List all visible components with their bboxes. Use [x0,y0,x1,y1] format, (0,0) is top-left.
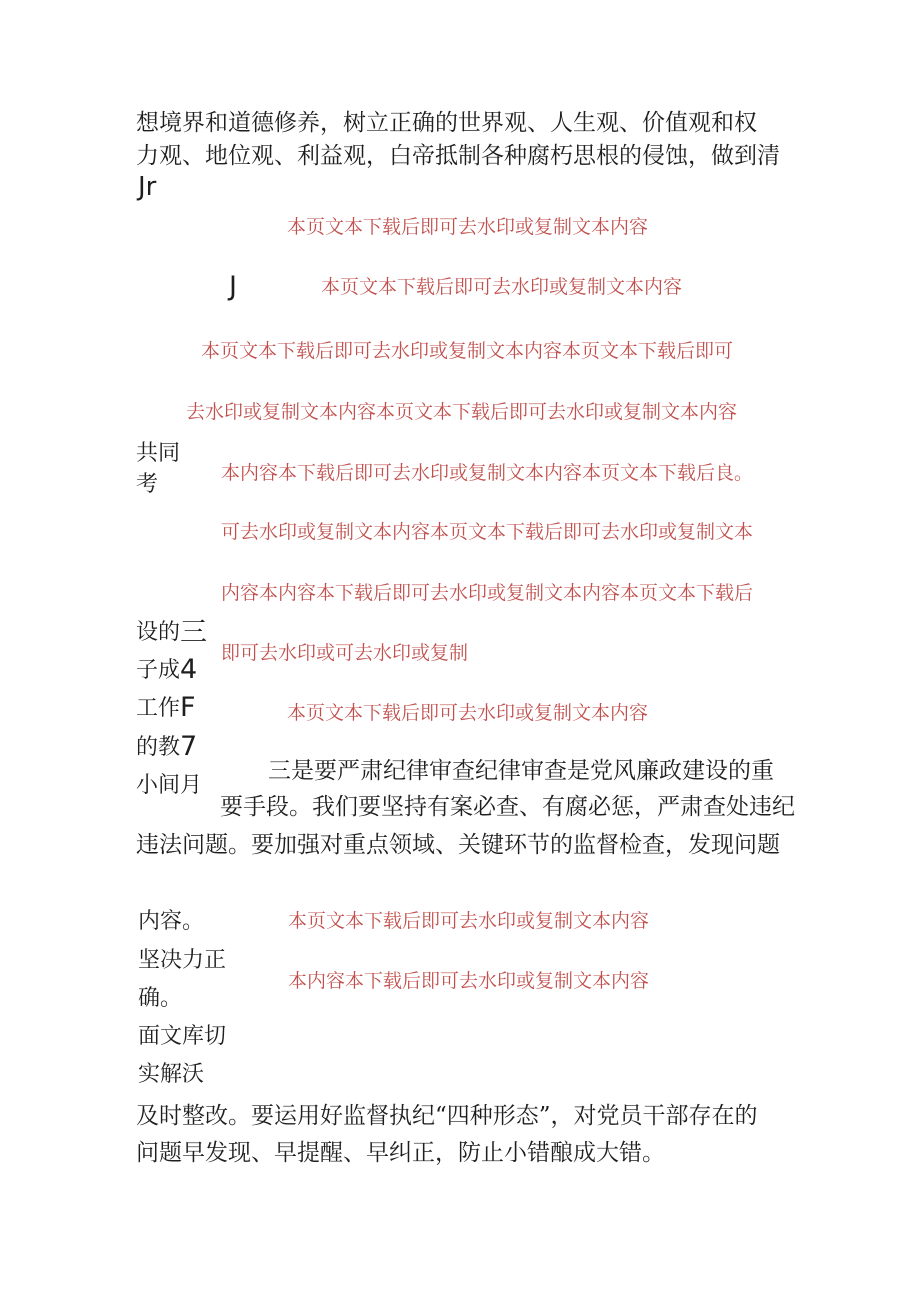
stray-mark: Jr [138,172,157,202]
watermark-text: 即可去水印或可去水印或复制 [221,642,469,664]
watermark-text: 本页文本下载后即可去水印或复制文本内容 [287,216,649,238]
watermark-text: 去水印或复制文本内容本页文本下载后即可去水印或复制文本内容 [186,401,738,423]
side-fragment: 确。 [138,986,183,1011]
stray-mark: J [229,271,237,302]
body-line: 及时整改。要运用好监督执纪“四种形态”，对党员干部存在的 [136,1103,758,1129]
side-fragment: 面文库切 [138,1024,227,1049]
body-line: 想境界和道德修养，树立正确的世界观、人生观、价值观和权 [136,110,757,136]
side-fragment: 实解沃 [138,1062,205,1087]
watermark-text: 本页文本下载后即可去水印或复制文本内容本页文本下载后即可 [201,340,734,362]
body-line: 三是要严肃纪律审查纪律审查是党风廉政建设的重 [268,758,774,784]
watermark-text: 内容本内容本下载后即可去水印或复制文本内容本页文本下载后 [221,582,754,604]
side-fragment: 考 [136,472,159,497]
stray-mark: F [180,692,196,723]
stray-mark: 三 [180,617,207,648]
body-line: 力观、地位观、利益观，白帝抵制各种腐朽思根的侵蚀，做到清 [136,143,780,169]
side-fragment: 坚决力正 [138,948,227,973]
watermark-text: 本页文本下载后即可去水印或复制文本内容 [321,276,683,298]
stray-mark: 4 [180,654,198,685]
side-fragment: 小间月 [136,773,203,798]
watermark-text: 可去水印或复制文本内容本页文本下载后即可去水印或复制文本 [221,521,754,543]
watermark-text: 本内容本下载后即可去水印或复制文本内容 [288,970,650,992]
watermark-text: 本内容本下载后即可去水印或复制文本内容本页文本下载后良。 [221,462,754,484]
stray-mark: 7 [180,731,198,762]
side-fragment: 共同 [136,441,181,466]
body-line: 要手段。我们要坚持有案必查、有腐必惩，严肃查处违纪 [220,794,795,820]
watermark-text: 本页文本下载后即可去水印或复制文本内容 [288,910,650,932]
side-fragment: 的教 [136,735,181,760]
side-fragment: 设的 [136,620,181,645]
body-line: 违法问题。要加强对重点领域、关键环节的监督检查，发现问题 [136,832,780,858]
watermark-text: 本页文本下载后即可去水印或复制文本内容 [287,702,649,724]
side-fragment: 内容。 [138,909,205,934]
side-fragment: 工作 [136,696,181,721]
side-fragment: 子成 [136,658,181,683]
body-line: 问题早发现、早提醒、早纠正，防止小错酿成大错。 [136,1140,665,1166]
